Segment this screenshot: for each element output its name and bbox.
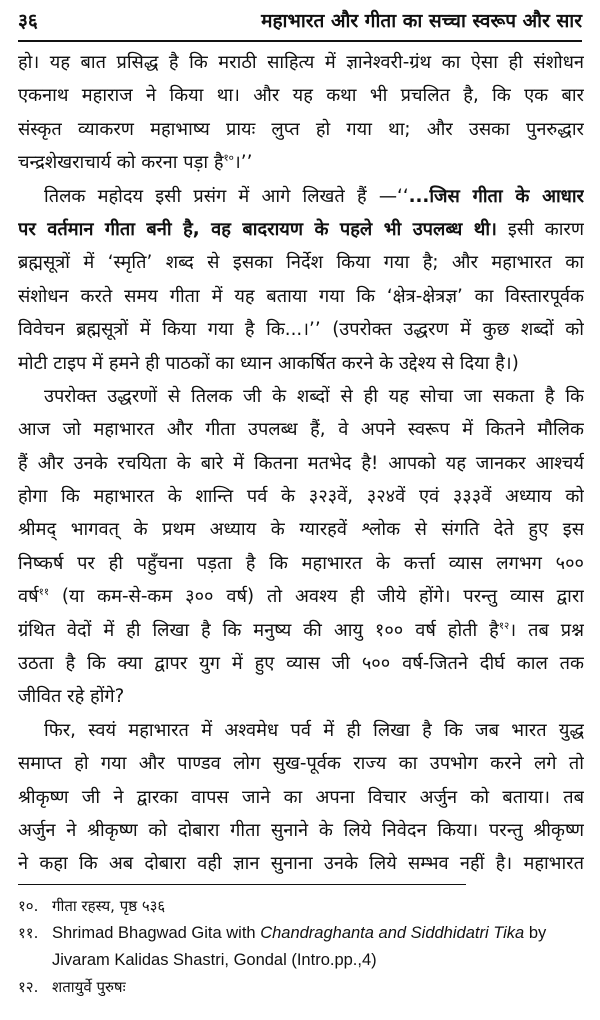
page-number: ३६ — [18, 10, 38, 32]
text-line: चन्द्रशेखराचार्य को करना पड़ा है$^{१०}$।’’ — [18, 152, 253, 174]
header-rule — [18, 40, 582, 42]
text-line: एकनाथ महाराज ने किया था। और यह कथा भी प्रचलित है, कि एक बार — [18, 85, 584, 107]
text-line: हो। यह बात प्रसिद्ध है कि मराठी साहित्य में ज्ञानेश्वरी-ग्रंथ का ऐसा ही संशोधन — [18, 52, 584, 73]
footnote — [18, 920, 584, 947]
footnote-ref: १० — [223, 153, 234, 165]
text-line: श्रीकृष्ण जी ने द्वारका वापस जाने का अपना विचार अर्जुन को बताया। तब — [18, 786, 584, 808]
text-line: संशोधन करते समय गीता में यह बताया गया कि ‘क्षेत्र-क्षेत्रज्ञ’ का विस्तारपूर्वक — [18, 285, 584, 307]
body-text — [18, 46, 584, 881]
text-line: होगा कि महाभारत के शान्ति पर्व के ३२३वें, ३२४वें एवं ३३३वें अध्याय को — [18, 486, 584, 508]
text-line: अर्जुन ने श्रीकृष्ण को दोबारा गीता सुनाने के लिये निवेदन किया। परन्तु श्रीकृष्ण — [18, 819, 584, 841]
footnote-number: १२. — [18, 978, 39, 996]
text-line: उठता है कि क्या द्वापर युग में हुए व्यास जी ५०० वर्ष-जितने दीर्घ काल तक — [18, 653, 584, 675]
footnote-text: गीता रहस्य, पृष्ठ ५३६ — [52, 897, 166, 915]
text-line: वर्ष$^{११}$ (या कम-से-कम ३०० वर्ष) तो अवश्य ही जीये होंगे। परन्तु व्यास द्वारा — [18, 586, 584, 608]
text-line: समाप्त हो गया और पाण्डव लोग सुख-पूर्वक राज्य का उपभोग करने लगे तो — [18, 753, 584, 775]
text-line: संस्कृत व्याकरण महाभाष्य प्रायः लुप्त हो गया था; और उसका पुनरुद्धार — [18, 118, 584, 140]
text-line: ब्रह्मसूत्रों में ‘स्मृति’ शब्द से इसका निर्देश किया गया है; और महाभारत का — [18, 252, 584, 274]
text-line: मोटी टाइप में हमने ही पाठकों का ध्यान आकर्षित करने के उद्देश्य से दिया है।) — [18, 352, 519, 374]
footnote-number: १०. — [18, 897, 39, 915]
footnote-ref: ११ — [38, 587, 50, 599]
bold-quote: ...जिस गीता के आधार — [408, 185, 584, 207]
footnote-continuation: Jivaram Kalidas Shastri, Gondal (Intro.pp.,4) — [52, 951, 377, 969]
text-line: फिर, स्वयं महाभारत में अश्वमेध पर्व में ही लिखा है कि जब भारत युद्ध — [44, 719, 584, 741]
footnote — [18, 893, 584, 920]
footnote-number: ११. — [18, 924, 39, 942]
page-header — [18, 4, 582, 36]
text-line: निष्कर्ष पर ही पहुँचना पड़ता है कि महाभारत के कर्त्ता व्यास लगभग ५०० — [18, 552, 584, 574]
text-line: पर वर्तमान गीता बनी है, वह बादरायण के पहले भी उपलब्ध थी। इसी कारण — [18, 218, 584, 240]
text-line: आज जो महाभारत और गीता उपलब्ध हैं, वे अपने स्वरूप में कितने मौलिक — [18, 419, 584, 441]
footnotes — [18, 893, 584, 1001]
footnote-text: Shrimad Bhagwad Gita with Chandraghanta and Siddhidatri Tika by — [52, 924, 547, 942]
text-line: तिलक महोदय इसी प्रसंग में आगे लिखते हैं —‘‘...जिस गीता के आधार — [44, 185, 584, 207]
text-line: जीवित रहे होंगे? — [18, 686, 125, 708]
footnote-text: शतायुर्वे पुरुषः — [52, 978, 126, 996]
text-line: श्रीमद् भागवत् के प्रथम अध्याय के ग्यारहवें श्लोक से संगति देते हुए इस — [18, 519, 584, 541]
text-line: ग्रंथित वेदों में ही लिखा है कि मनुष्य की आयु १०० वर्ष होती है$^{१२}$। तब प्रश्न — [18, 619, 584, 641]
footnote-ref: १२ — [498, 620, 510, 632]
footnote — [18, 974, 584, 1001]
running-title: महाभारत और गीता का सच्चा स्वरूप और सार — [261, 10, 582, 32]
bold-quote: पर वर्तमान गीता बनी है, वह बादरायण के पहले भी उपलब्ध थी। — [18, 218, 497, 240]
footnote-rule — [18, 884, 466, 885]
text-line: हैं और उनके रचयिता के बारे में कितना मतभेद है! आपको यह जानकर आश्चर्य — [18, 452, 584, 474]
text-line: विवेचन ब्रह्मसूत्रों में किया गया है कि...।’’ (उपरोक्त उद्धरण में कुछ शब्दों को — [18, 319, 584, 341]
text-line: उपरोक्त उद्धरणों से तिलक जी के शब्दों से ही यह सोचा जा सकता है कि — [44, 385, 584, 407]
text-line: ने कहा कि अब दोबारा वही ज्ञान सुनाना उनके लिये सम्भव नहीं है। महाभारत — [18, 853, 584, 875]
